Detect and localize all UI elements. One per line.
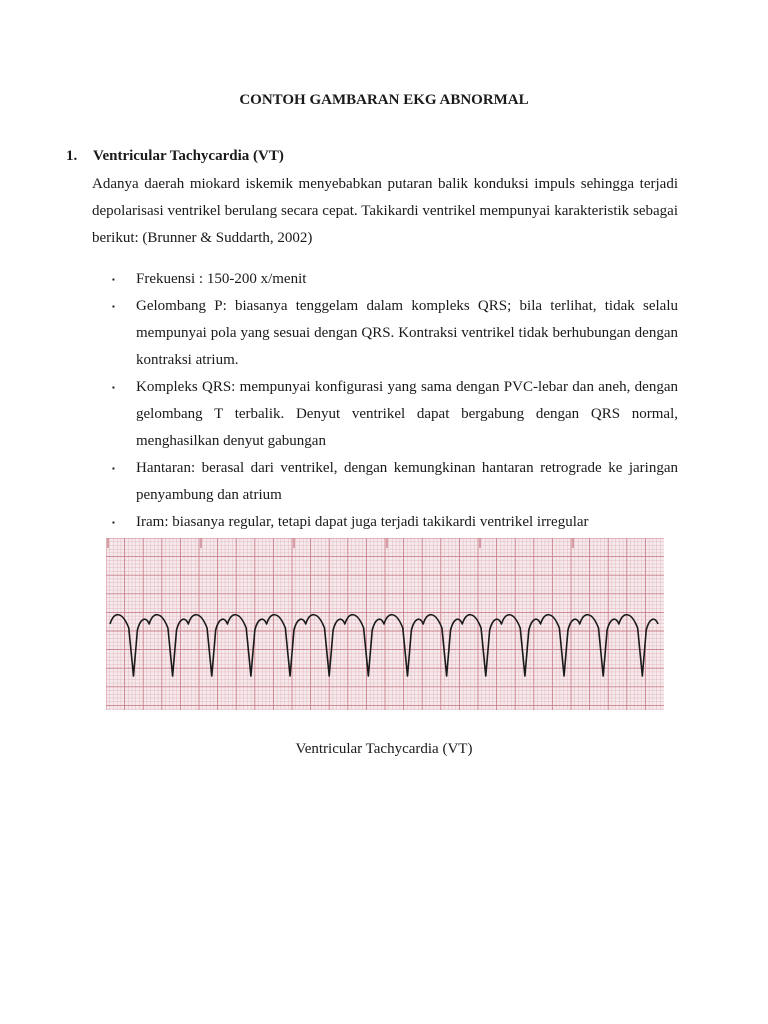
list-item [92, 455, 678, 509]
list-item [92, 293, 678, 374]
list-item-text: Iram: biasanya regular, tetapi dapat juga terjadi takikardi ventrikel irregular [136, 514, 589, 530]
list-item [92, 266, 678, 293]
bullet-icon: ▪ [112, 383, 115, 392]
figure-caption: Ventricular Tachycardia (VT) [295, 741, 473, 757]
section-number: 1. [66, 148, 78, 164]
list-item-text: Frekuensi : 150-200 x/menit [136, 271, 307, 287]
list-item [92, 509, 678, 536]
bullet-icon: ▪ [112, 518, 115, 527]
page-title: CONTOH GAMBARAN EKG ABNORMAL [239, 92, 529, 108]
list-item-text: Hantaran: berasal dari ventrikel, dengan kemungkinan hantaran retrograde ke jaringan penyambung dan atrium [136, 460, 678, 503]
characteristics-list [92, 266, 678, 536]
list-item-text: Kompleks QRS: mempunyai konfigurasi yang sama dengan PVC-lebar dan aneh, dengan gelombang T terbalik. Denyut ventrikel dapat bergabung dengan QRS normal, menghasilkan denyut gabungan [136, 379, 678, 449]
bullet-icon: ▪ [112, 464, 115, 473]
ecg-strip [106, 538, 664, 710]
intro-paragraph: Adanya daerah miokard iskemik menyebabkan putaran balik konduksi impuls sehingga terjadi depolarisasi ventrikel berulang secara cepat. Takikardi ventrikel mempunyai karakteristik sebagai berikut: (Brunner & Suddarth, 2002) [92, 176, 678, 246]
list-item [92, 374, 678, 455]
list-item-text: Gelombang P: biasanya tenggelam dalam kompleks QRS; bila terlihat, tidak selalu mempunyai pola yang sesuai dengan QRS. Kontraksi ventrikel tidak berhubungan dengan kontraksi atrium. [136, 298, 678, 368]
section-heading [66, 148, 284, 165]
bullet-icon: ▪ [112, 275, 115, 284]
ecg-strip-image [106, 538, 664, 710]
section-heading-text: Ventricular Tachycardia (VT) [93, 148, 284, 164]
bullet-icon: ▪ [112, 302, 115, 311]
